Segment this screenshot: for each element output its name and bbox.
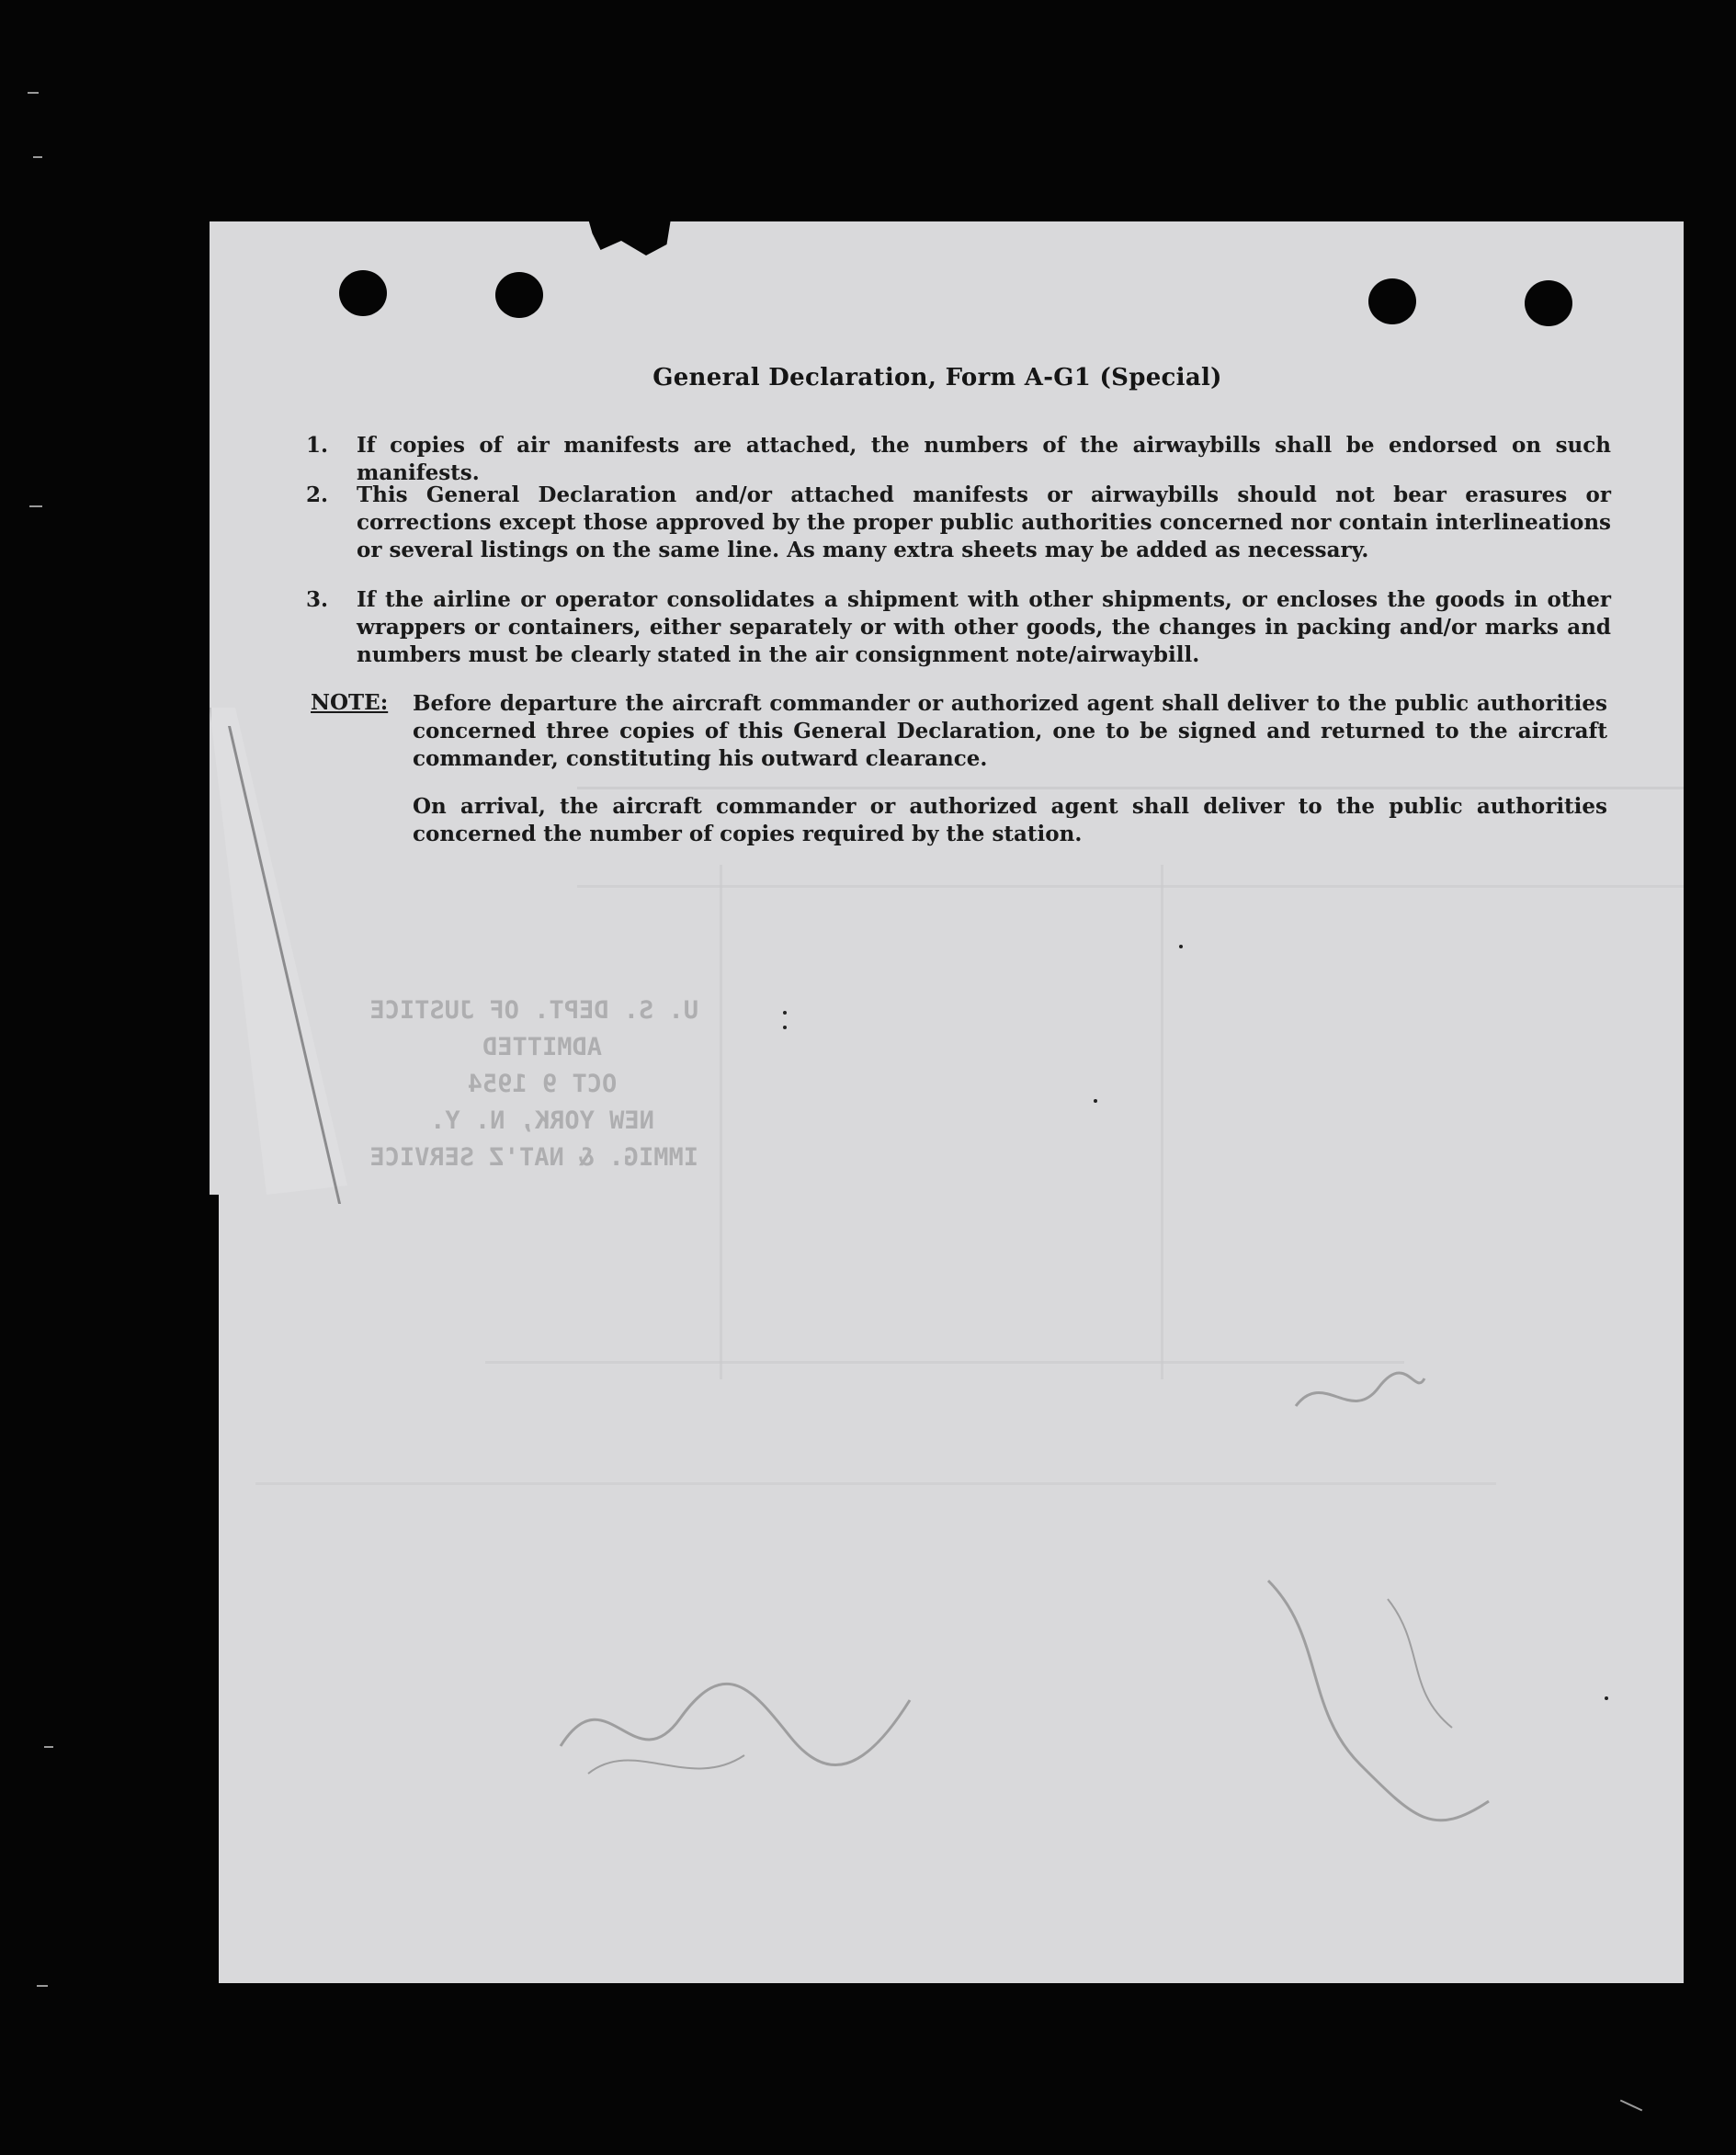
instruction-item-2 <box>306 482 1611 564</box>
edge-mark <box>33 156 42 158</box>
edge-mark <box>44 1746 53 1748</box>
stamp-line: OCT 9 1954 <box>467 1070 618 1098</box>
item-number: 3. <box>306 587 329 612</box>
bleed-through-line <box>577 885 1736 888</box>
item-number: 1. <box>306 433 329 458</box>
instruction-item-3 <box>306 586 1611 669</box>
ink-speck <box>1605 1696 1608 1700</box>
bleed-through-line <box>1161 865 1163 1379</box>
stamp-line: IMMIG. & NAT'Z SERVICE <box>369 1143 698 1172</box>
bleed-through-line <box>485 1361 1404 1364</box>
stamp-line: U. S. DEPT. OF JUSTICE <box>369 996 698 1025</box>
stamp-line: NEW YORK, N. Y. <box>430 1106 654 1135</box>
handwritten-mark <box>1250 1562 1526 1856</box>
handwritten-mark <box>1287 1360 1434 1434</box>
note-label: NOTE: <box>311 690 389 715</box>
ink-speck <box>783 1026 787 1029</box>
note-paragraph-2: On arrival, the aircraft commander or authorized agent shall deliver to the public authorities concerned the number of copies required by the station. <box>413 794 1607 846</box>
ink-speck <box>1179 945 1183 948</box>
ink-speck <box>1094 1099 1097 1103</box>
punch-hole <box>339 270 387 316</box>
edge-mark <box>37 1985 48 1987</box>
edge-mark <box>29 505 42 507</box>
bleed-through-line <box>577 787 1736 789</box>
punch-hole <box>1368 278 1416 324</box>
item-text: If copies of air manifests are attached, the numbers of the airwaybills shall be endorsed on such manifests. <box>357 433 1611 485</box>
instruction-item-1 <box>306 432 1611 487</box>
note-paragraph-1: Before departure the aircraft commander or authorized agent shall deliver to the public authorities concerned three copies of this General Declaration, one to be signed and returned to the aircraft commander, constituting his outward clearance. <box>413 691 1607 771</box>
punch-hole <box>495 272 543 318</box>
handwritten-signature <box>551 1636 919 1801</box>
edge-mark <box>28 92 39 94</box>
ink-speck <box>783 1011 787 1015</box>
item-text: This General Declaration and/or attached manifests or airwaybills should not bear erasures or corrections except those approved by the proper public authorities concerned nor contain interlineations or several listings on the same line. As many extra sheets may be added as necessary. <box>357 482 1611 562</box>
item-text: If the airline or operator consolidates a shipment with other shipments, or encloses the goods in other wrappers or containers, either separately or with other goods, the changes in packing and/or marks and numbers must be clearly stated in the air consignment note/airwaybill. <box>357 587 1611 667</box>
punch-hole <box>1525 280 1572 326</box>
document-title: General Declaration, Form A-G1 (Special) <box>652 364 1222 391</box>
item-number: 2. <box>306 482 329 507</box>
bleed-through-line <box>255 1482 1496 1485</box>
admission-stamp <box>369 992 698 1185</box>
stamp-line: ADMITTED <box>482 1033 603 1061</box>
bleed-through-line <box>720 865 722 1379</box>
